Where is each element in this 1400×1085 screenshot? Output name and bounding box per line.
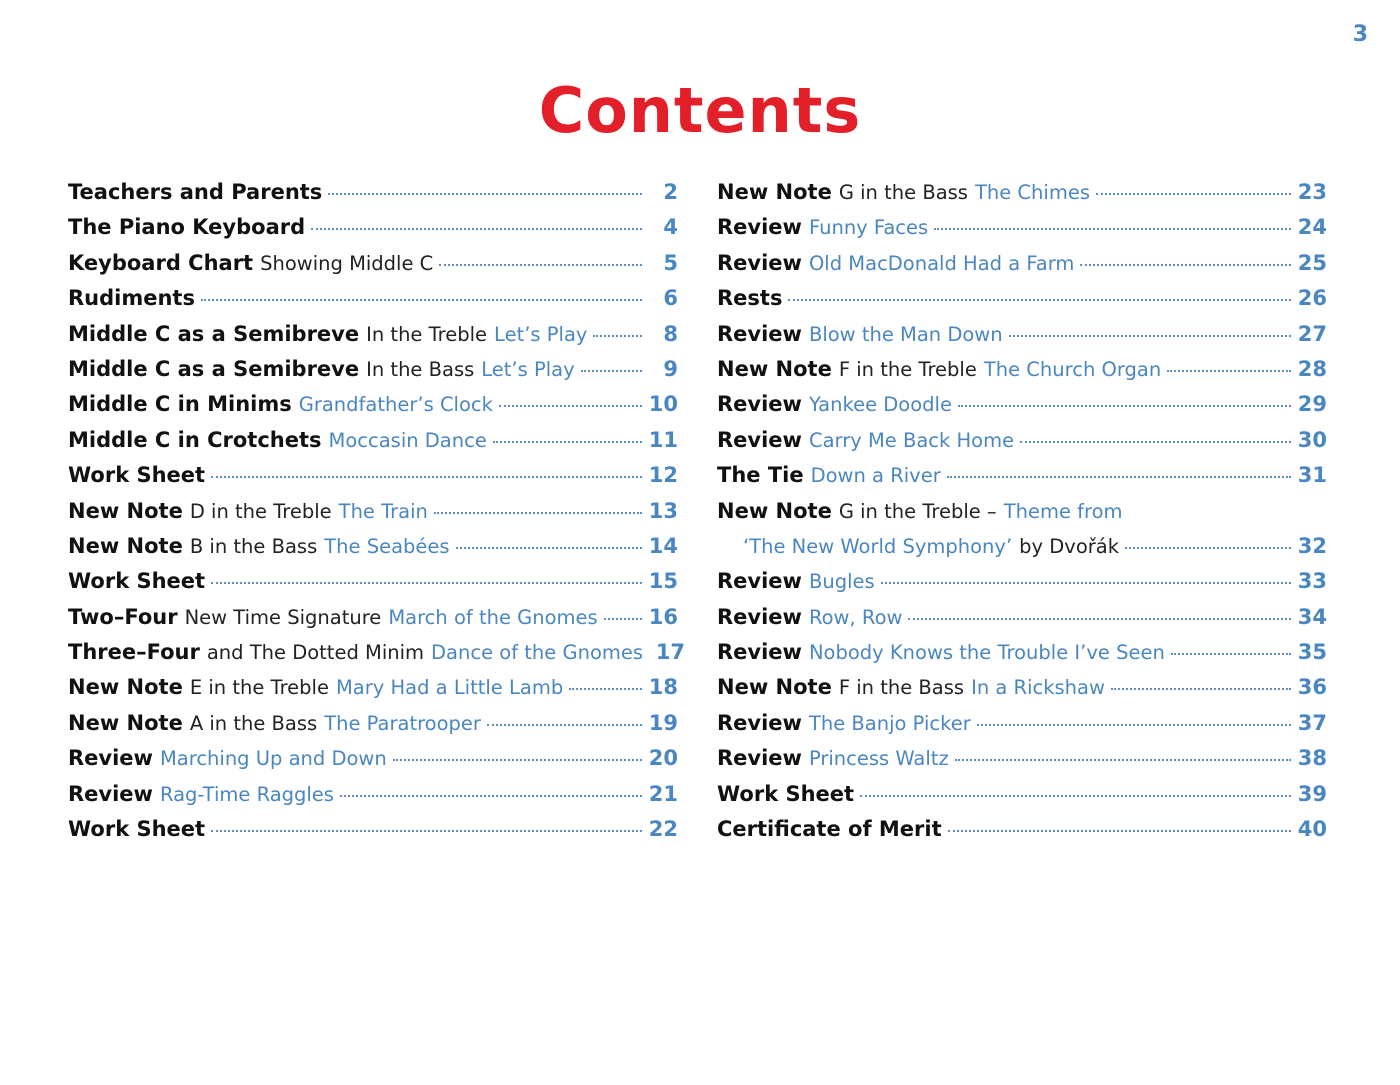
dot-leader xyxy=(439,264,642,266)
entry-page-number: 21 xyxy=(648,781,678,806)
toc-entry xyxy=(68,782,678,817)
entry-heading: Review xyxy=(717,392,802,417)
entry-song-title: Nobody Knows the Trouble I’ve Seen xyxy=(808,641,1165,665)
dot-leader xyxy=(311,228,642,230)
toc-entry xyxy=(717,428,1327,463)
toc-entry xyxy=(717,180,1327,215)
toc-entry xyxy=(68,534,678,569)
entry-page-number: 31 xyxy=(1297,463,1327,488)
entry-page-number: 14 xyxy=(648,533,678,558)
entry-detail: G in the Treble – xyxy=(838,499,997,523)
entry-page-number: 19 xyxy=(648,710,678,735)
dot-leader xyxy=(948,830,1291,832)
toc-entry xyxy=(68,215,678,250)
entry-heading: New Note xyxy=(717,498,832,523)
entry-detail: Showing Middle C xyxy=(260,251,434,275)
entry-heading: Review xyxy=(717,215,802,240)
entry-detail: F in the Bass xyxy=(838,676,965,700)
toc-entry xyxy=(68,322,678,357)
entry-heading: Two–Four xyxy=(68,604,178,629)
dot-leader xyxy=(487,724,642,726)
entry-detail: D in the Treble xyxy=(189,499,332,523)
toc-entry xyxy=(717,782,1327,817)
entry-song-title: Funny Faces xyxy=(808,216,929,240)
entry-song-title: ‘The New World Symphony’ xyxy=(743,534,1013,558)
contents-right-column xyxy=(717,180,1327,852)
toc-entry xyxy=(68,251,678,286)
entry-page-number: 38 xyxy=(1297,746,1327,771)
dot-leader xyxy=(977,724,1291,726)
entry-heading: Rudiments xyxy=(68,286,195,311)
entry-detail: G in the Bass xyxy=(838,181,968,204)
entry-heading: New Note xyxy=(717,675,832,700)
entry-heading: New Note xyxy=(717,180,832,204)
toc-entry xyxy=(68,675,678,710)
entry-heading: New Note xyxy=(68,710,183,735)
entry-song-title: Dance of the Gnomes xyxy=(431,641,644,665)
entry-heading: Work Sheet xyxy=(68,817,206,842)
dot-leader xyxy=(788,299,1291,301)
dot-leader xyxy=(593,335,642,337)
entry-page-number: 23 xyxy=(1297,180,1327,204)
dot-leader xyxy=(947,476,1291,478)
dot-leader xyxy=(581,370,642,372)
entry-heading: Middle C as a Semibreve xyxy=(68,321,360,346)
entry-heading: Review xyxy=(717,640,802,665)
dot-leader xyxy=(1111,688,1291,690)
toc-entry xyxy=(717,746,1327,781)
entry-heading: Work Sheet xyxy=(717,781,855,806)
toc-entry xyxy=(717,675,1327,710)
toc-entry xyxy=(68,428,678,463)
entry-page-number: 30 xyxy=(1297,427,1327,452)
toc-entry xyxy=(68,499,678,534)
entry-heading: Rests xyxy=(717,286,783,311)
entry-heading: Review xyxy=(717,569,802,594)
entry-page-number: 40 xyxy=(1297,817,1327,842)
entry-song-title: Yankee Doodle xyxy=(808,393,952,417)
toc-entry xyxy=(68,180,678,215)
dot-leader xyxy=(1171,653,1291,655)
dot-leader xyxy=(434,512,642,514)
dot-leader xyxy=(860,795,1291,797)
entry-heading: Middle C in Minims xyxy=(68,392,292,417)
toc-entry xyxy=(68,640,686,675)
entry-page-number: 11 xyxy=(648,427,678,452)
toc-entry xyxy=(717,322,1327,357)
dot-leader xyxy=(881,582,1291,584)
toc-entry xyxy=(68,817,678,852)
entry-song-title: Let’s Play xyxy=(481,357,575,381)
dot-leader xyxy=(328,193,642,195)
dot-leader xyxy=(211,476,642,478)
entry-song-title: The Seabées xyxy=(324,534,450,558)
entry-heading: Review xyxy=(68,746,153,771)
page-number: 3 xyxy=(1352,22,1368,47)
entry-heading: New Note xyxy=(68,498,183,523)
dot-leader xyxy=(1125,547,1291,549)
toc-entry xyxy=(717,463,1327,498)
entry-page-number: 39 xyxy=(1297,781,1327,806)
entry-page-number: 2 xyxy=(663,180,678,204)
entry-page-number: 17 xyxy=(655,640,686,665)
entry-page-number: 33 xyxy=(1297,569,1327,594)
toc-entry xyxy=(717,569,1327,604)
entry-song-title: The Chimes xyxy=(974,181,1090,204)
entry-heading: Keyboard Chart xyxy=(68,250,254,275)
dot-leader xyxy=(604,618,642,620)
entry-heading: Review xyxy=(717,321,802,346)
entry-detail: A in the Bass xyxy=(189,711,318,735)
entry-song-title: The Banjo Picker xyxy=(808,711,971,735)
dot-leader xyxy=(493,441,642,443)
entry-heading: New Note xyxy=(68,533,183,558)
entry-song-title: Mary Had a Little Lamb xyxy=(335,676,564,700)
entry-page-number: 10 xyxy=(648,392,678,417)
entry-detail: New Time Signature xyxy=(184,605,382,629)
dot-leader xyxy=(201,299,642,301)
toc-entry xyxy=(68,605,678,640)
contents-left-column xyxy=(68,180,686,852)
dot-leader xyxy=(1080,264,1291,266)
toc-entry xyxy=(68,569,678,604)
dot-leader xyxy=(1167,370,1291,372)
entry-page-number: 32 xyxy=(1297,533,1327,558)
entry-page-number: 26 xyxy=(1297,286,1327,311)
entry-page-number: 8 xyxy=(663,321,678,346)
toc-entry xyxy=(68,392,678,427)
entry-heading: Review xyxy=(717,604,802,629)
entry-detail: E in the Treble xyxy=(189,676,329,700)
entry-heading: Review xyxy=(717,710,802,735)
entry-song-title: Bugles xyxy=(808,570,875,594)
toc-entry xyxy=(717,640,1327,675)
dot-leader xyxy=(908,618,1291,620)
entry-page-number: 16 xyxy=(648,604,678,629)
entry-song-title: Down a River xyxy=(810,464,941,488)
dot-leader xyxy=(456,547,642,549)
toc-entry xyxy=(717,286,1327,321)
entry-heading: Review xyxy=(717,427,802,452)
dot-leader xyxy=(1009,335,1291,337)
entry-page-number: 15 xyxy=(648,569,678,594)
entry-song-title: The Paratrooper xyxy=(324,711,481,735)
entry-page-number: 5 xyxy=(663,250,678,275)
entry-heading: New Note xyxy=(68,675,183,700)
entry-song-title: March of the Gnomes xyxy=(388,605,598,629)
entry-detail: B in the Bass xyxy=(189,534,318,558)
entry-page-number: 29 xyxy=(1297,392,1327,417)
entry-detail: F in the Treble xyxy=(838,357,977,381)
entry-page-number: 35 xyxy=(1297,640,1327,665)
entry-heading: Teachers and Parents xyxy=(68,180,323,204)
entry-page-number: 22 xyxy=(648,817,678,842)
toc-entry xyxy=(717,215,1327,250)
entry-song-title: Grandfather’s Clock xyxy=(298,393,493,417)
dot-leader xyxy=(340,795,642,797)
entry-detail: by Dvořák xyxy=(1019,534,1120,558)
dot-leader xyxy=(934,228,1291,230)
entry-heading: Review xyxy=(68,781,153,806)
entry-page-number: 34 xyxy=(1297,604,1327,629)
entry-page-number: 36 xyxy=(1297,675,1327,700)
entry-song-title: Rag-Time Raggles xyxy=(159,782,334,806)
entry-song-title: Marching Up and Down xyxy=(159,747,387,771)
entry-page-number: 24 xyxy=(1297,215,1327,240)
entry-page-number: 12 xyxy=(648,463,678,488)
toc-entry xyxy=(717,605,1327,640)
entry-page-number: 18 xyxy=(648,675,678,700)
entry-song-title: Moccasin Dance xyxy=(328,428,487,452)
entry-heading: The Piano Keyboard xyxy=(68,215,306,240)
entry-heading: Middle C as a Semibreve xyxy=(68,356,360,381)
entry-page-number: 25 xyxy=(1297,250,1327,275)
entry-page-number: 28 xyxy=(1297,356,1327,381)
entry-song-title: Old MacDonald Had a Farm xyxy=(808,251,1075,275)
entry-heading: Middle C in Crotchets xyxy=(68,427,322,452)
entry-page-number: 9 xyxy=(663,356,678,381)
entry-song-title: Carry Me Back Home xyxy=(808,428,1015,452)
entry-page-number: 37 xyxy=(1297,710,1327,735)
entry-heading: Review xyxy=(717,746,802,771)
entry-song-title: The Train xyxy=(338,499,428,523)
entry-song-title: Princess Waltz xyxy=(808,747,949,771)
toc-entry xyxy=(68,711,678,746)
toc-entry xyxy=(68,746,678,781)
entry-page-number: 20 xyxy=(648,746,678,771)
entry-heading: Certificate of Merit xyxy=(717,817,942,842)
toc-entry xyxy=(717,357,1327,392)
toc-entry xyxy=(68,357,678,392)
dot-leader xyxy=(958,405,1291,407)
toc-entry xyxy=(717,711,1327,746)
toc-entry xyxy=(717,499,1327,534)
toc-entry xyxy=(717,392,1327,427)
toc-entry xyxy=(68,286,678,321)
dot-leader xyxy=(211,582,642,584)
entry-song-title: Row, Row xyxy=(808,605,903,629)
entry-song-title: Theme from xyxy=(1003,499,1123,523)
dot-leader xyxy=(955,759,1291,761)
toc-entry xyxy=(717,251,1327,286)
entry-page-number: 6 xyxy=(663,286,678,311)
entry-detail: In the Treble xyxy=(366,322,488,346)
dot-leader xyxy=(393,759,642,761)
entry-heading: Work Sheet xyxy=(68,569,206,594)
dot-leader xyxy=(211,830,642,832)
entry-heading: Three–Four xyxy=(68,640,200,665)
entry-song-title: Blow the Man Down xyxy=(808,322,1003,346)
entry-song-title: Let’s Play xyxy=(494,322,588,346)
entry-song-title: In a Rickshaw xyxy=(971,676,1105,700)
dot-leader xyxy=(499,405,642,407)
entry-heading: Review xyxy=(717,250,802,275)
dot-leader xyxy=(569,688,642,690)
entry-detail: In the Bass xyxy=(366,357,475,381)
entry-page-number: 13 xyxy=(648,498,678,523)
entry-heading: The Tie xyxy=(717,463,804,488)
dot-leader xyxy=(1020,441,1291,443)
toc-entry xyxy=(717,534,1327,569)
entry-page-number: 27 xyxy=(1297,321,1327,346)
entry-song-title: The Church Organ xyxy=(983,357,1162,381)
entry-heading: New Note xyxy=(717,356,832,381)
entry-page-number: 4 xyxy=(663,215,678,240)
entry-heading: Work Sheet xyxy=(68,463,206,488)
entry-detail: and The Dotted Minim xyxy=(206,641,425,665)
toc-entry xyxy=(68,463,678,498)
page-title: Contents xyxy=(538,74,862,147)
toc-entry xyxy=(717,817,1327,852)
dot-leader xyxy=(1096,193,1291,195)
